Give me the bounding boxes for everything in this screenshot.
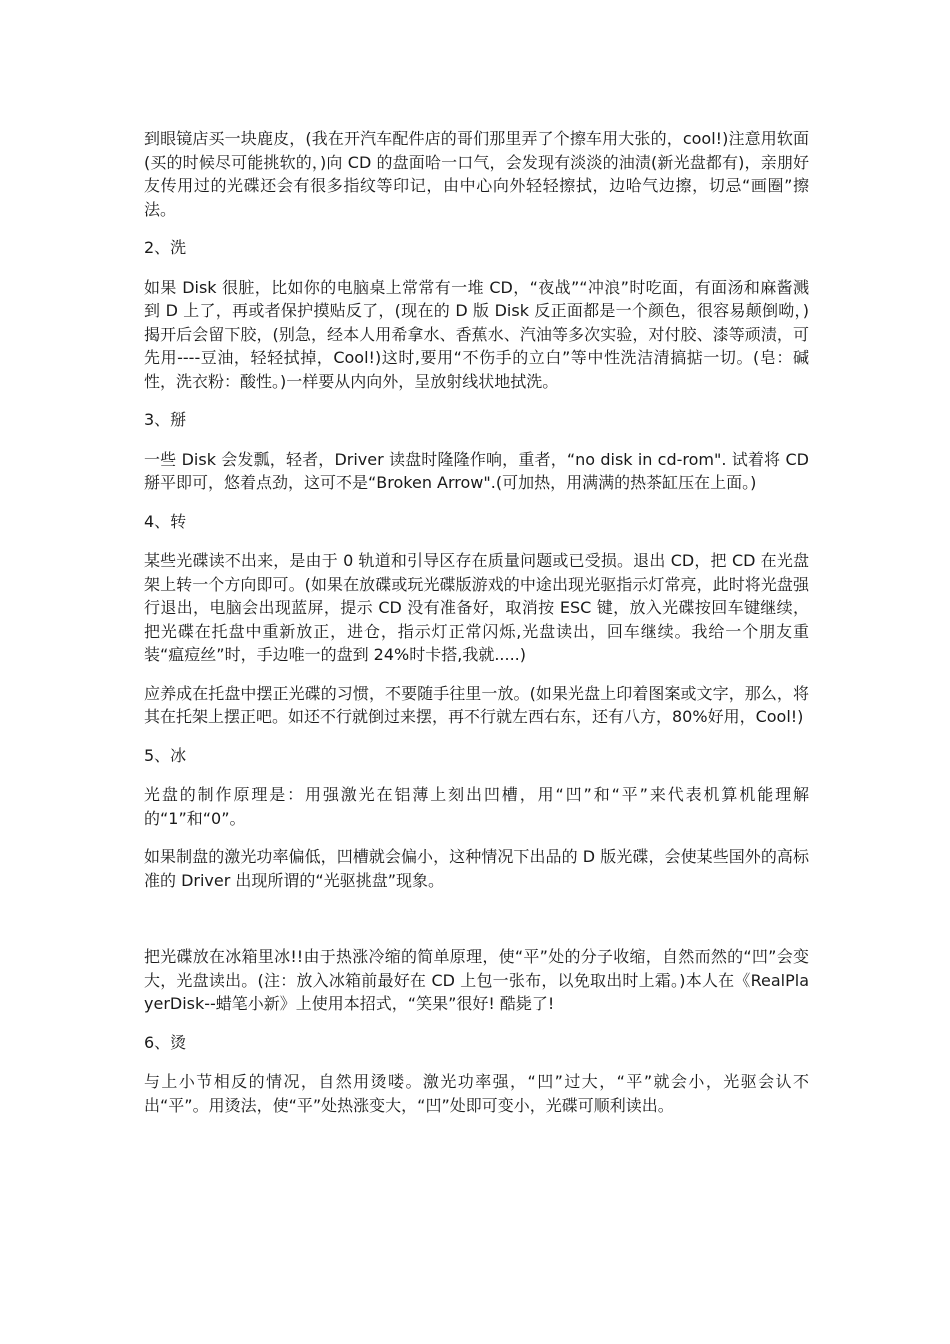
- paragraph-wash-instructions: 如果 Disk 很脏，比如你的电脑桌上常常有一堆 CD，“夜战”“冲浪”时吃面，有面汤和麻酱溅到 D 上了，再或者保护摸贴反了，(现在的 D 版 Disk 反正面都是一个颜色，很容易颠倒呦，)揭开后会留下胶，(别急，经本人用希拿水、香蕉水、汽油等多次实验，对付胶、漆等顽渍，可先用----豆油，轻轻拭掉，Cool!)这时,要用“不伤手的立白”等中性洗洁清搞掂一切。(皂：碱性，洗衣粉：酸性。)一样要从内向外，呈放射线状地拭洗。: [144, 277, 809, 391]
- paragraph-rotate-habit: 应养成在托盘中摆正光碟的习惯，不要随手往里一放。(如果光盘上印着图案或文字，那么，将其在托架上摆正吧。如还不行就倒过来摆，再不行就左西右东，还有八方，80%好用，Cool!): [144, 683, 809, 726]
- paragraph-heat-instructions: 与上小节相反的情况，自然用烫喽。激光功率强，“凹”过大，“平”就会小，光驱会认不出“平”。用烫法，使“平”处热涨变大，“凹”处即可变小，光碟可顺利读出。: [144, 1072, 809, 1115]
- paragraph-freeze-principle: 光盘的制作原理是：用强激光在铝薄上刻出凹槽，用“凹”和“平”来代表机算机能理解的“1”和“0”。: [144, 785, 809, 828]
- document-body: [144, 127, 809, 1132]
- section-heading-rotate: 4、转: [144, 511, 187, 531]
- blank-gap: [144, 907, 809, 945]
- paragraph-freeze-instructions: 把光碟放在冰箱里冰!!由于热涨冷缩的简单原理，使“平”处的分子收缩，自然而然的“凹”会变大，光盘读出。(注：放入冰箱前最好在 CD 上包一张布，以免取出时上霜。)本人在《RealPlayerDisk--蜡笔小新》上使用本招式，“笑果”很好! 酷毙了!: [144, 947, 809, 1013]
- paragraph-wipe-instructions: 到眼镜店买一块鹿皮，(我在开汽车配件店的哥们那里弄了个擦车用大张的，cool!)注意用软面(买的时候尽可能挑软的，)向 CD 的盘面哈一口气，会发现有淡淡的油渍(新光盘都有)，亲朋好友传用过的光碟还会有很多指纹等印记，由中心向外轻轻擦拭，边哈气边擦，切忌“画圈”擦法。: [144, 129, 809, 219]
- paragraph-bend-instructions: 一些 Disk 会发瓢，轻者，Driver 读盘时隆隆作响，重者，“no disk in cd-rom". 试着将 CD 掰平即可，悠着点劲，这可不是“Broken Arrow".(可加热，用满满的热茶缸压在上面。): [144, 449, 809, 492]
- section-heading-bend: 3、掰: [144, 410, 187, 429]
- section-heading-freeze: 5、冰: [144, 745, 187, 765]
- paragraph-freeze-problem: 如果制盘的激光功率偏低，凹槽就会偏小，这种情况下出品的 D 版光碟，会使某些国外的高标准的 Driver 出现所谓的“光驱挑盘”现象。: [144, 847, 809, 890]
- section-heading-wash: 2、洗: [144, 238, 187, 257]
- paragraph-rotate-instructions: 某些光碟读不出来，是由于 0 轨道和引导区存在质量问题或已受损。退出 CD，把 CD 在光盘架上转一个方向即可。(如果在放碟或玩光碟版游戏的中途出现光驱指示灯常亮，此时将光盘强行退出，电脑会出现蓝屏，提示 CD 没有准备好，取消按 ESC 键，放入光碟按回车键继续，把光碟在托盘中重新放正，进仓，指示灯正常闪烁,光盘读出，回车继续。我给一个朋友重装“瘟痘丝”时，手边唯一的盘到 24%时卡搭,我就.....): [144, 551, 809, 664]
- section-heading-heat: 6、烫: [144, 1032, 187, 1052]
